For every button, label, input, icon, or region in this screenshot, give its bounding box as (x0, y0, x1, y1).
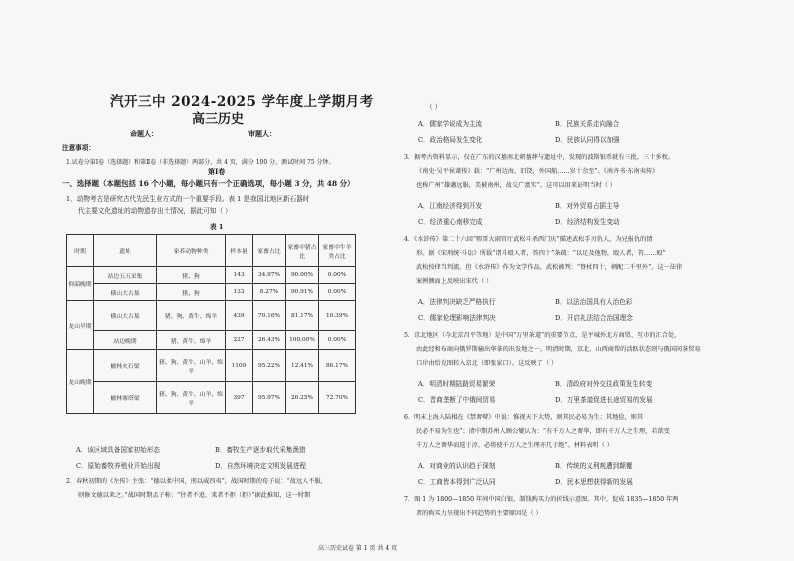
table-cell: 8.27% (253, 284, 286, 301)
table-cell: 猪、狗 (157, 284, 226, 301)
q3-option-b: B．对外贸易占据主导 (555, 202, 620, 210)
table-cell: 26.43% (253, 331, 286, 350)
table-cell: 227 (226, 331, 253, 350)
table-cell: 86.17% (319, 350, 356, 382)
q4-line-1: 4．《水浒传》第二十六回“郓哥大闹官厅武松斗杀西门庆”描述武松手刃仇人，为兄报仇的情 (404, 236, 653, 243)
section-heading: 一、选择题（本题包括 16 个小题，每小题只有一个正确选项，每小题 3 分，共 48 分） (62, 179, 355, 188)
q6-line-2: 民必不易为生也”；清中期苏州人顾公燮认为：“有千万人之奢华，即有千万人之生理，若欲变 (416, 428, 670, 435)
q2-option-b: B．民族关系走向融合 (555, 120, 620, 128)
q5-option-d: D．万里茶道促进长途贸易的发展 (555, 396, 653, 404)
q5-line-3: 口岸由恰克图转入京北（即张家口）。这反映了（ ） (416, 360, 558, 367)
q1-option-b: B．畜牧生产逐步取代采集渔猎 (215, 446, 306, 454)
q4-option-a: A．法律判决缺乏严格执行 (418, 298, 496, 306)
table-header-cell: 家畜中猪占比 (286, 235, 319, 267)
q5-option-b: B．清政府对外交往政策发生转变 (555, 380, 653, 388)
q6-line-3: 千万人之奢华而返于淳，必将使千万人之生理亦几于绝”。材料表明（ ） (416, 442, 613, 449)
q1-line-1: 1．动物考古是研究古代先民生业方式的一个重要手段。表 1 是我国北地区新石器时 (66, 195, 310, 203)
table-cell: 10.39% (319, 301, 356, 331)
q6-option-c: C．工商皆本得到广泛认同 (418, 478, 496, 486)
table-cell: 0.00% (319, 284, 356, 301)
table-cell: 397 (226, 382, 253, 414)
q5-option-c: C．晋商垄断了中俄间贸易 (418, 396, 496, 404)
table-cell: 榆林火石梁 (94, 350, 157, 382)
table-cell: 猪、狗、黄牛、山羊、绵羊 (157, 382, 226, 414)
table-cell: 龙山早期 (67, 301, 94, 350)
exam-subject: 高三历史 (192, 112, 245, 127)
table-cell: 猪、黄牛、绵羊 (157, 331, 226, 350)
page-footer: 高三历史试卷 第 1 页 共 4 页 (318, 545, 398, 552)
q2-answer-paren: （ ） (426, 103, 442, 111)
q2-option-a: A．儒家学说成为主流 (418, 120, 483, 128)
q7-line-2: 者的购买力呈现出不同趋势的主要原因是（ ） (416, 510, 542, 517)
q5-line-2: 由此经和布商向俄罗斯输出华茶的出发地之一。明清时期，京北、山西商帮的活跃状态则与俄国间茶贸易 (416, 346, 701, 353)
q3-option-c: C．经济重心南移完成 (418, 218, 483, 226)
q6-option-b: B．传统的义利观遭到颠覆 (555, 462, 633, 470)
notes-title: 注意事项： (62, 144, 95, 152)
table-cell: 143 (226, 267, 253, 284)
table-cell: 72.70% (319, 382, 356, 414)
q6-option-a: A．对商业的认识趋于深刻 (418, 462, 496, 470)
q2-option-c: C．政治格局发生变化 (418, 136, 483, 144)
table-cell: 95.22% (253, 350, 286, 382)
table-cell: 12.41% (286, 350, 319, 382)
table-cell: 439 (226, 301, 253, 331)
volume-label: 第Ⅰ卷 (208, 167, 226, 176)
table-header-row (67, 235, 356, 267)
proposer-label: 命题人： (130, 129, 158, 138)
table-header-cell: 家养动物种类 (157, 235, 226, 267)
fauna-table (66, 234, 356, 414)
q6-option-d: D．民本思想获得新的发展 (555, 478, 633, 486)
table-cell: 猪、狗 (157, 267, 226, 284)
q3-option-a: A．江南经济得到开发 (418, 202, 483, 210)
table-title: 表 1 (210, 223, 224, 231)
table-header-cell: 遗址 (94, 235, 157, 267)
q4-option-d: D．开启礼法结合治国理念 (555, 314, 633, 322)
table-cell: 龙山晚期 (67, 350, 94, 414)
table-row (67, 267, 356, 284)
exam-title: 汽开三中 2024-2025 学年度上学期月考 (110, 94, 374, 110)
table-cell: 站边晚期 (94, 331, 157, 350)
table-cell: 0.00% (319, 331, 356, 350)
table-cell: 133 (226, 284, 253, 301)
table-cell: 猪、狗、黄牛、山羊、绵羊 (157, 350, 226, 382)
q2-line-2: 则修文德以来之。”战国时期孟子称：“往者不追，来者不拒（拒）”据此推知，这一时期 (78, 492, 311, 499)
table-row (67, 331, 356, 350)
q1-option-c: C．原始畜牧养殖业开始出现 (76, 462, 161, 470)
q3-line-1: 3．据考古资料显示，仅在广东的汉墓南北朝墓葬与遗址中，发现的波斯银币就有三批，三十多枚。 (404, 154, 674, 161)
table-cell: 70.16% (253, 301, 286, 331)
q5-line-1: 5．京北地区（今北京昌平等地）是中国“万里茶道”的重要节点，是平城外北方商贸、互市的汇合处， (404, 332, 681, 339)
q4-option-c: C．儒家伦理影响法律判决 (418, 314, 496, 322)
table-cell: 81.17% (286, 301, 319, 331)
table-cell: 横山大古墓 (94, 284, 157, 301)
reviewer-label: 审题人： (248, 129, 276, 138)
q5-option-a: A．明清时期陆路贸易繁荣 (418, 380, 496, 388)
q4-line-3: 武松按律当判流。但《水浒传》作为文学作品，武松被判：“脊杖四十，刺配二千里外”。这一法律 (416, 264, 683, 271)
table-header-cell: 时期 (67, 235, 94, 267)
table-row (67, 284, 356, 301)
q4-option-b: B．以法治国具有人治色彩 (555, 298, 633, 306)
table-cell: 站边五五采集 (94, 267, 157, 284)
q3-option-d: D．经济结构发生变动 (555, 218, 620, 226)
q1-option-a: A．该区域具备国家初始形态 (76, 446, 160, 454)
table-cell: 横山大古墓 (94, 301, 157, 331)
q2-line-1: 2．春秋初期的《左传》主张：“德以柔中国，刑以威四夷”，战国时期的荀子说：“故远人不服， (66, 478, 327, 485)
table-header-cell: 家畜占比 (253, 235, 286, 267)
q1-line-2: 代主要文化遗址的动物遗存出土情况，据此可知（ ） (78, 207, 232, 215)
table-row (67, 382, 356, 414)
table-cell: 1109 (226, 350, 253, 382)
table-cell: 猪、狗、黄牛、绵羊 (157, 301, 226, 331)
notes-line: 1.试卷分第Ⅰ卷（选择题）和第Ⅱ卷（非选择题）两部分，共 4 页，满分 100 分，测试时间 75 分钟。 (66, 159, 335, 166)
table-cell: 榆林寨塔梁 (94, 382, 157, 414)
table-cell: 90.00% (286, 267, 319, 284)
q6-line-1: 6．明末上海人陆楫在《禁奢辩》中说：惟视天下大势，则其民必易为生；其地俭，则其 (404, 414, 644, 421)
table-cell: 仰韶晚期 (67, 267, 94, 301)
q3-line-3: 也称广州“雄藩远服，美被南州，故交广富实”。这可以用来证明当时（ ） (416, 182, 617, 189)
table-cell: 0.00% (319, 267, 356, 284)
table-cell: 26.25% (286, 382, 319, 414)
q3-line-2: 《南史·吴平侯萧传》载：“广州边海，旧饶，外国舶……岁十余至”。《南齐书·东南夷传》 (416, 168, 659, 175)
q7-line-1: 7．图 1 为 1800—1850 年间中国白银、制钱购买力的折线示意图。其中，促成 1835—1850 年两 (404, 496, 679, 503)
table-cell: 90.91% (286, 284, 319, 301)
table-header-cell: 样本量 (226, 235, 253, 267)
table-cell: 34.97% (253, 267, 286, 284)
q4-line-2: 形。据《宋刑统·斗讼》所载“诸斗殴人者，答四十”条疏：“以足及他物，殴人者，笞……殴” (416, 250, 666, 257)
table-cell: 100.00% (286, 331, 319, 350)
q4-line-4: 案例侧面上反映出宋代（ ） (416, 278, 493, 285)
table-header-cell: 家畜中牛羊类占比 (319, 235, 356, 267)
q2-option-d: D．民族认同得以加强 (555, 136, 620, 144)
table-row (67, 301, 356, 331)
q1-option-d: D．自然环境决定文明发展进程 (215, 462, 307, 470)
table-row (67, 350, 356, 382)
table-cell: 95.97% (253, 382, 286, 414)
